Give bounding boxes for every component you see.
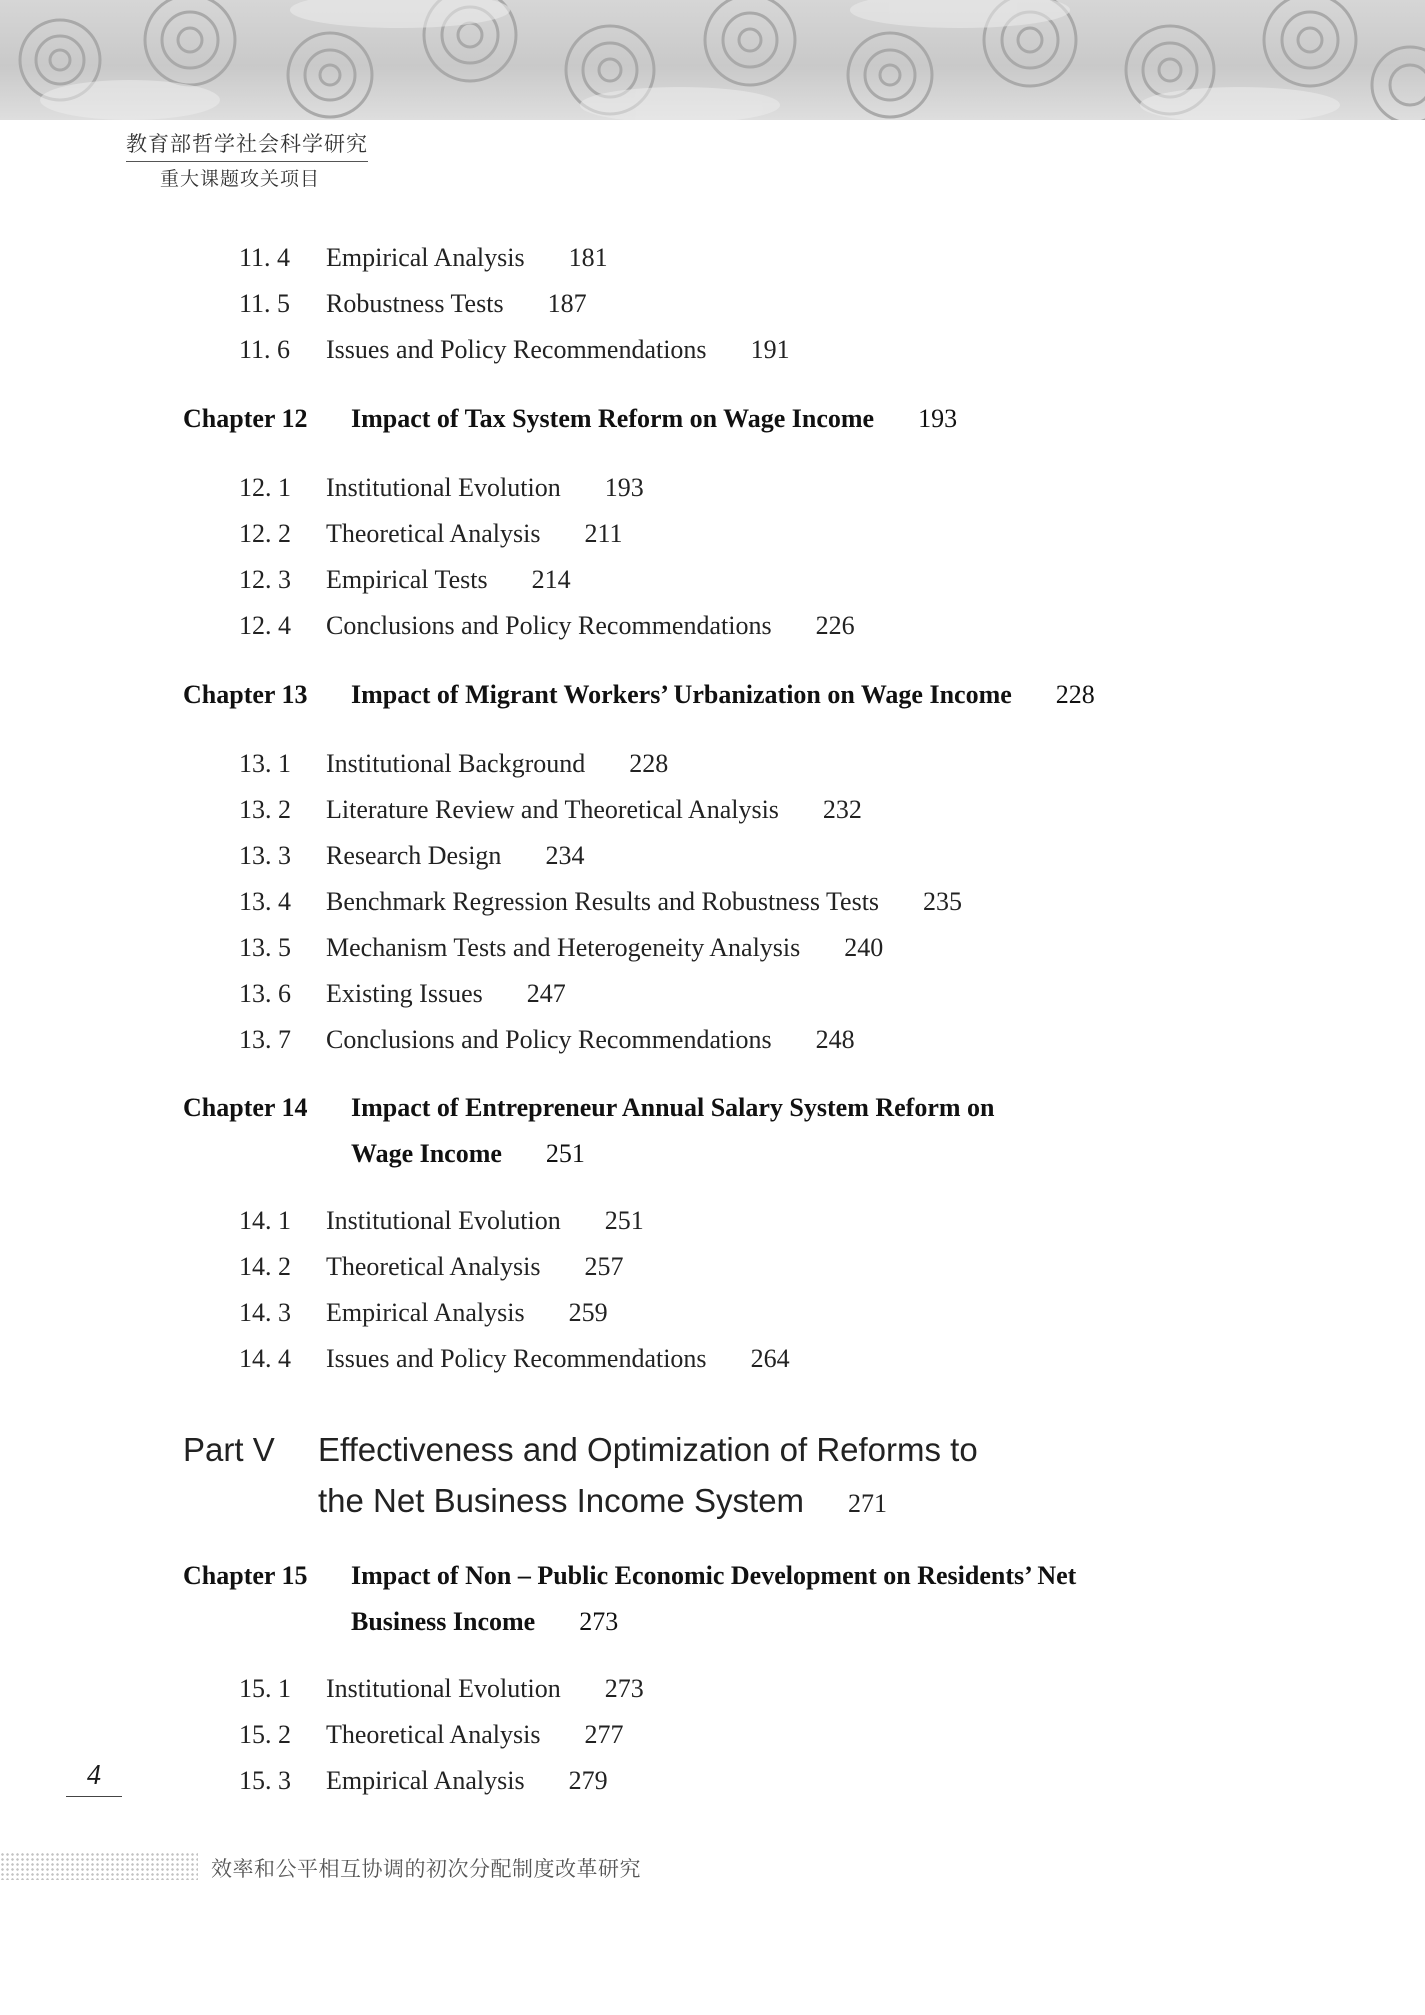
section-page: 226 <box>815 611 855 640</box>
toc-section-entry <box>239 1298 608 1328</box>
toc-section-entry <box>239 519 622 549</box>
footer-book-title: 效率和公平相互协调的初次分配制度改革研究 <box>211 1857 641 1881</box>
section-page: 214 <box>531 565 571 594</box>
chapter-title-continuation <box>351 1139 585 1169</box>
section-title: Conclusions and Policy Recommendations <box>326 1025 772 1054</box>
section-title: Empirical Tests <box>326 565 488 594</box>
toc-section-entry <box>239 611 855 641</box>
section-page: 247 <box>526 979 566 1008</box>
chapter-label: Chapter 12 <box>183 404 308 433</box>
section-number: 15. 3 <box>239 1766 291 1795</box>
section-title: Issues and Policy Recommendations <box>326 1344 707 1373</box>
section-number: 12. 2 <box>239 519 291 548</box>
section-title: Benchmark Regression Results and Robustness Tests <box>326 887 880 916</box>
section-page: 187 <box>547 289 587 318</box>
section-page: 251 <box>604 1206 644 1235</box>
chapter-title-line1: Impact of Non – Public Economic Development on Residents’ Net <box>351 1561 1077 1590</box>
section-page: 248 <box>815 1025 855 1054</box>
toc-section-entry <box>239 1252 623 1282</box>
chapter-title-line1: Impact of Entrepreneur Annual Salary System Reform on <box>351 1093 995 1122</box>
section-title: Institutional Evolution <box>326 473 561 502</box>
part-label: Part V <box>183 1431 275 1468</box>
page-number: 4 <box>66 1760 122 1797</box>
section-page: 181 <box>568 243 608 272</box>
section-page: 235 <box>923 887 963 916</box>
section-page: 264 <box>750 1344 790 1373</box>
series-header-line2: 重大课题攻关项目 <box>160 168 321 190</box>
section-title: Empirical Analysis <box>326 1766 525 1795</box>
section-title: Theoretical Analysis <box>326 1252 541 1281</box>
section-page: 279 <box>568 1766 608 1795</box>
section-number: 13. 5 <box>239 933 291 962</box>
section-title: Existing Issues <box>326 979 483 1008</box>
section-title: Mechanism Tests and Heterogeneity Analysis <box>326 933 801 962</box>
section-number: 14. 3 <box>239 1298 291 1327</box>
toc-chapter-entry <box>183 1093 995 1173</box>
section-number: 15. 2 <box>239 1720 291 1749</box>
section-page: 259 <box>568 1298 608 1327</box>
toc-section-entry <box>239 795 862 825</box>
toc-section-entry <box>239 335 790 365</box>
part-title-line1: Effectiveness and Optimization of Reforms to <box>318 1431 978 1468</box>
chapter-title-line2: Wage Income <box>351 1139 502 1168</box>
toc-chapter-entry <box>183 680 1095 710</box>
section-title: Institutional Evolution <box>326 1206 561 1235</box>
section-page: 234 <box>545 841 585 870</box>
section-number: 14. 1 <box>239 1206 291 1235</box>
toc-section-entry <box>239 1720 623 1750</box>
section-title: Empirical Analysis <box>326 1298 525 1327</box>
footer-dot-pattern <box>0 1852 198 1880</box>
chapter-page: 228 <box>1055 680 1095 709</box>
section-title: Literature Review and Theoretical Analysis <box>326 795 779 824</box>
toc-section-entry <box>239 1766 608 1796</box>
section-number: 13. 4 <box>239 887 291 916</box>
toc-section-entry <box>239 887 962 917</box>
section-title: Institutional Background <box>326 749 586 778</box>
toc-section-entry <box>239 289 587 319</box>
section-number: 13. 7 <box>239 1025 291 1054</box>
section-number: 12. 3 <box>239 565 291 594</box>
toc-section-entry <box>239 933 883 963</box>
toc-section-entry <box>239 1344 790 1374</box>
section-number: 14. 4 <box>239 1344 291 1373</box>
section-page: 240 <box>844 933 884 962</box>
chapter-title-line2: Business Income <box>351 1607 536 1636</box>
toc-section-entry <box>239 243 608 273</box>
chapter-label: Chapter 15 <box>183 1561 308 1590</box>
part-title-line2: the Net Business Income System <box>318 1482 805 1519</box>
toc-section-entry <box>239 565 571 595</box>
section-number: 15. 1 <box>239 1674 291 1703</box>
section-number: 14. 2 <box>239 1252 291 1281</box>
section-page: 277 <box>584 1720 624 1749</box>
section-title: Research Design <box>326 841 502 870</box>
part-page: 271 <box>848 1489 888 1518</box>
section-number: 13. 3 <box>239 841 291 870</box>
section-title: Theoretical Analysis <box>326 519 541 548</box>
chapter-title: Impact of Tax System Reform on Wage Income <box>351 404 875 433</box>
toc-chapter-entry <box>183 1561 1076 1641</box>
section-number: 12. 4 <box>239 611 291 640</box>
section-page: 211 <box>584 519 623 548</box>
toc-section-entry <box>239 1206 644 1236</box>
section-number: 13. 6 <box>239 979 291 1008</box>
section-page: 228 <box>629 749 669 778</box>
section-page: 273 <box>604 1674 644 1703</box>
section-title: Robustness Tests <box>326 289 504 318</box>
toc-section-entry <box>239 979 566 1009</box>
chapter-label: Chapter 14 <box>183 1093 308 1122</box>
section-title: Empirical Analysis <box>326 243 525 272</box>
section-title: Theoretical Analysis <box>326 1720 541 1749</box>
section-number: 11. 4 <box>239 243 291 272</box>
toc-section-entry <box>239 473 644 503</box>
toc-section-entry <box>239 1025 855 1055</box>
section-title: Issues and Policy Recommendations <box>326 335 707 364</box>
part-title-continuation <box>318 1482 887 1520</box>
section-page: 191 <box>750 335 790 364</box>
section-page: 193 <box>604 473 644 502</box>
section-number: 13. 1 <box>239 749 291 778</box>
section-title: Institutional Evolution <box>326 1674 561 1703</box>
toc-section-entry <box>239 749 668 779</box>
chapter-page: 193 <box>918 404 958 433</box>
section-number: 13. 2 <box>239 795 291 824</box>
chapter-label: Chapter 13 <box>183 680 308 709</box>
section-number: 11. 5 <box>239 289 291 318</box>
section-page: 257 <box>584 1252 624 1281</box>
toc-section-entry <box>239 1674 644 1704</box>
toc-chapter-entry <box>183 404 957 434</box>
chapter-page: 273 <box>579 1607 619 1636</box>
chapter-title-continuation <box>351 1607 618 1637</box>
section-number: 12. 1 <box>239 473 291 502</box>
decorative-cloud-banner <box>0 0 1425 120</box>
chapter-page: 251 <box>545 1139 585 1168</box>
toc-section-entry <box>239 841 584 871</box>
cloud-pattern-icon <box>0 0 1425 120</box>
section-page: 232 <box>822 795 862 824</box>
section-title: Conclusions and Policy Recommendations <box>326 611 772 640</box>
section-number: 11. 6 <box>239 335 291 364</box>
chapter-title: Impact of Migrant Workers’ Urbanization on Wage Income <box>351 680 1012 709</box>
toc-part-entry <box>183 1431 978 1521</box>
series-header-line1: 教育部哲学社会科学研究 <box>126 128 368 162</box>
series-header <box>126 128 368 191</box>
